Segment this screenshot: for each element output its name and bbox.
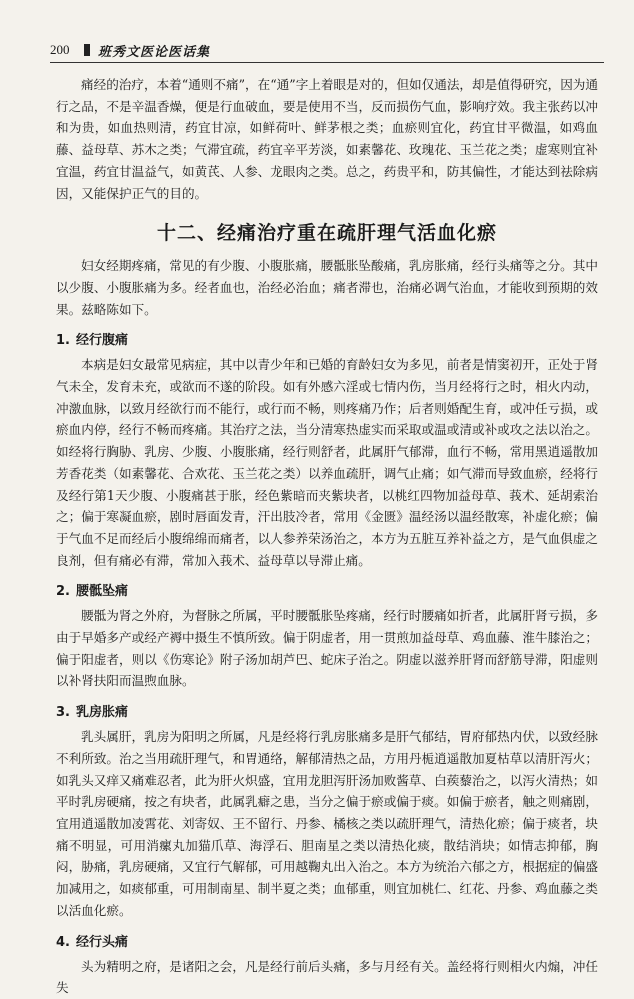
section-heading (56, 931, 598, 950)
section-number: 2. (56, 584, 70, 600)
chapter-title: 十二、经痛治疗重在疏肝理气活血化瘀 (156, 222, 497, 245)
section-number: 1. (56, 333, 70, 349)
section-heading (56, 580, 598, 599)
running-header (50, 40, 604, 63)
header-bar-ornament (84, 44, 90, 56)
section-title: 经行腹痛 (75, 333, 128, 349)
section-title: 腰骶坠痛 (75, 584, 128, 600)
section-number: 3. (56, 705, 70, 721)
section-title: 经行头痛 (75, 934, 128, 950)
section-number: 4. (56, 934, 70, 950)
section-paragraph: 腰骶为肾之外府，为督脉之所属，平时腰骶胀坠疼痛，经行时腰痛如折者，此属肝肾亏损，多由于早婚多产或经产褥中摄生不慎所致。偏于阴虚者，用一贯煎加益母草、鸡血藤、淮牛膝治之；偏于阳虚者，则以《伤寒论》附子汤加胡芦巴、蛇床子治之。阴虚以滋养肝肾而舒筋导滞，阳虚则以补肾扶阳而温煦血脉。 (56, 608, 598, 689)
page-number: 200 (50, 42, 70, 57)
intro-paragraph: 痛经的治疗，本着“通则不痛”，在“通”字上着眼是对的，但如仅通法，却是值得研究，因为通行之品，不是辛温香燥，便是行血破血，要是使用不当，反而损伤气血，影响疗效。我主张药以冲和为贵，如血热则清，药宜甘凉，如鲜荷叶、鲜茅根之类；血瘀则宜化，药宜甘平微温，如鸡血藤、益母草、苏木之类；气滞宜疏，药宜辛平芳淡，如素馨花、玫瑰花、玉兰花之类；虚寒则宜补宜温，药宜甘温益气，如黄芪、人参、龙眼肉之类。总之，药贵平和，防其偏性，才能达到祛除病因，又能保护正气的目的。 (56, 77, 598, 201)
chapter-intro-paragraph: 妇女经期疼痛，常见的有少腹、小腹胀痛，腰骶胀坠酸痛，乳房胀痛，经行头痛等之分。其中以少腹、小腹胀痛为多。经者血也，治经必治血；痛者滞也，治痛必调气治血，才能收到预期的效果。兹略陈如下。 (56, 258, 598, 317)
section-paragraph: 本病是妇女最常见病症，其中以青少年和已婚的育龄妇女为多见，前者是情窦初开，正处于肾气未全，发育未充，或欲而不遂的阶段。如有外感六淫或七情内伤，当月经将行之时，相火内动，冲激血脉，以致月经欲行而不能行，或行而不畅，则疼痛乃作；后者则婚配生育，或冲任亏损，或瘀血内停，经行不畅而疼痛。其治疗之法，当分清寒热虚实而采取或温或清或补或攻之法以治之。如经将行胸胁、乳房、少腹、小腹胀痛，经行则舒者，此属肝气郁滞，血行不畅，常用黑逍遥散加芳香花类（如素馨花、合欢花、玉兰花之类）以养血疏肝，调气止痛；如气滞而导致血瘀，经将行及经行第1天少腹、小腹痛甚于胀，经色紫暗而夹紫块者，以桃红四物加益母草、莪术、延胡索治之；偏于寒凝血瘀，剧时唇面发青，汗出肢冷者，常用《金匮》温经汤以温经散寒，补虚化瘀；偏于气血不足而经后小腹绵绵而痛者，以人参养荣汤治之，本方为五脏互养补益之方，是气血俱虚之良剂，但有痛必有滞，常加入莪术、益母草以导滞止痛。 (56, 357, 598, 568)
section-paragraph: 乳头属肝，乳房为阳明之所属，凡是经将行乳房胀痛多是肝气郁结，胃府郁热内伏，以致经脉不利所致。治之当用疏肝理气，和胃通络，解郁清热之品，方用丹栀逍遥散加夏枯草以清肝泻火；如乳头又痒又痛难忍者，此为肝火炽盛，宜用龙胆泻肝汤加败酱草、白蒺藜治之，以泻火清热；如平时乳房硬痛，按之有块者，此属乳癖之患，当分之偏于瘀或偏于痰。如偏于瘀者，触之则痛剧，宜用逍遥散加凌霄花、刘寄奴、王不留行、丹参、橘核之类以疏肝理气，清热化瘀；偏于痰者，块痛不明显，可用消瘰丸加猫爪草、海浮石、胆南星之类以清热化痰，散结消块；如情志抑郁，胸闷，胁痛，乳房硬痛，又宜行气解郁，可用越鞠丸出入治之。本方为统治六郁之方，根据症的偏盛加减用之，如痰郁重，可用制南星、制半夏之类；血郁重，则宜加桃仁、红花、丹参、鸡血藤之类以活血化瘀。 (56, 729, 598, 918)
section-heading (56, 701, 598, 720)
book-title: 班秀文医论医话集 (98, 45, 211, 60)
section-paragraph: 头为精明之府，是诸阳之会，凡是经行前后头痛，多与月经有关。盖经将行则相火内煽，冲任失 (56, 958, 598, 996)
section-heading (56, 329, 598, 348)
page-body (56, 74, 598, 999)
section-title: 乳房胀痛 (75, 705, 128, 721)
